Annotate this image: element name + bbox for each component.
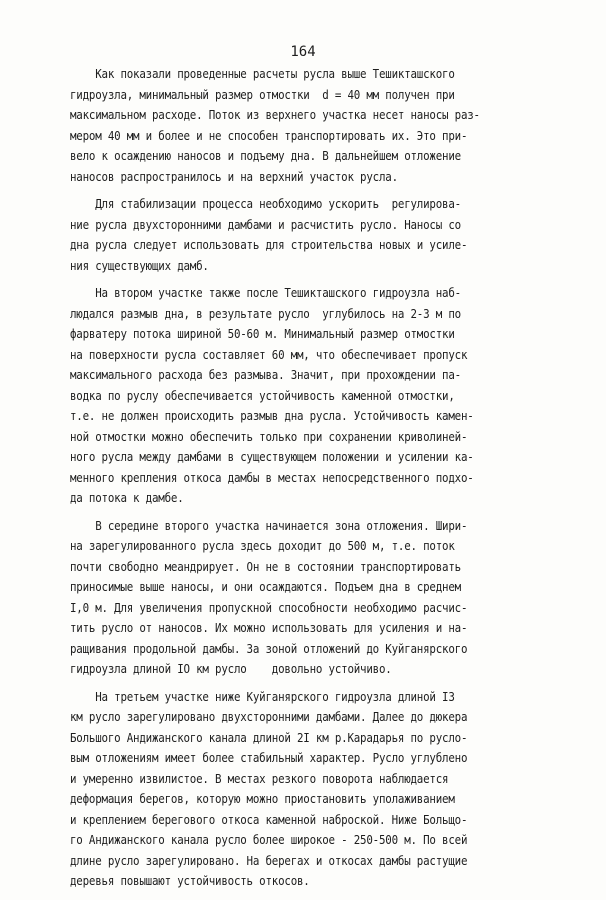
text-line: ращивания продольной дамбы. За зоной отложений до Куйганярского — [70, 640, 468, 656]
text-line: максимального расхода без размыва. Значит, при прохождении па- — [70, 367, 461, 382]
text-line: ние русла двухсторонними дамбами и расчистить русло. Наносы со — [70, 216, 461, 232]
text-line: почти свободно меандрирует. Он не в состоянии транспортировать — [70, 558, 461, 574]
text-line: Для стабилизации процесса необходимо ускорить регулирова- — [70, 196, 461, 211]
text-line: мером 40 мм и более и не способен транспортировать их. Это при- — [70, 127, 468, 143]
text-line: наносов распространилось и на верхний участок русла. — [70, 168, 398, 184]
text-line: го Андижанского канала русло более широкое - 250-500 м. По всей — [70, 832, 468, 847]
text-line: приносимые выше наносы, и они осаждаются. Подъем дна в среднем — [70, 579, 461, 594]
text-line: да потока к дамбе. — [70, 490, 184, 505]
text-line: деформация берегов, которую можно приостановить уполаживанием — [70, 791, 455, 806]
text-line: тить русло от наносов. Их можно использовать для усиления и на- — [70, 620, 468, 635]
text-line: вым отложениям имеет более стабильный характер. Русло углублено — [70, 750, 468, 765]
text-line: км русло зарегулировано двухсторонними дамбами. Далее до дюкера — [70, 709, 468, 724]
text-line: гидроузла, минимальный размер отмостки d = 40 мм получен при — [70, 86, 455, 102]
text-line: на поверхности русла составляет 60 мм, что обеспечивает пропуск — [70, 346, 468, 362]
paragraph-2 — [70, 194, 590, 276]
text-line: и умеренно извилистое. В местах резкого поворота наблюдается — [70, 770, 449, 786]
text-line: и креплением берегового откоса каменной наброской. Ниже Больщо- — [70, 811, 468, 827]
text-line: длине русло зарегулировано. На берегах и откосах дамбы растущие — [70, 852, 468, 868]
paragraph-1 — [70, 64, 590, 187]
text-line: максимальном расходе. Поток из верхнего участка несет наносы раз- — [70, 107, 480, 122]
text-line: на зарегулированного русла здесь доходит до 500 м, т.е. поток — [70, 538, 455, 553]
text-line: В середине второго участка начинается зона отложения. Шири- — [70, 517, 468, 533]
text-line: ного русла между дамбами в существующем положении и усилении ка- — [70, 449, 474, 464]
text-line: I,0 м. Для увеличения пропускной способности необходимо расчис- — [70, 599, 468, 615]
text-line: Как показали проведенные расчеты русла выше Тешикташского — [70, 66, 455, 81]
text-line: менного крепления откоса дамбы в местах непосредственного подхо- — [70, 469, 474, 485]
text-line: ной отмостки можно обеспечить только при сохранении криволиней- — [70, 428, 468, 444]
paragraph-5 — [70, 687, 590, 892]
text-line: На третьем участке ниже Куйганярского гидроузла длиной I3 — [70, 688, 455, 704]
text-line: водка по руслу обеспечивается устойчивость каменной отмостки, — [70, 387, 455, 403]
page-number: 164 — [290, 44, 316, 60]
text-line: фарватеру потока шириной 50-60 м. Минимальный размер отмостки — [70, 326, 455, 341]
text-line: вело к осаждению наносов и подъему дна. В дальнейшем отложение — [70, 148, 461, 163]
text-line: деревья повышают устойчивость откосов. — [70, 873, 310, 888]
text-line: Большого Андижанского канала длиной 2I км р.Карадарья по русло- — [70, 729, 468, 745]
paragraph-3 — [70, 283, 590, 509]
text-line: гидроузла длиной IO км русло довольно устойчиво. — [70, 661, 392, 676]
text-line: ния существующих дамб. — [70, 257, 209, 273]
paragraph-4 — [70, 516, 590, 680]
text-line: людался размыв дна, в результате русло углубилось на 2-3 м по — [70, 305, 461, 321]
text-line: На втором участке также после Тешикташского гидроузла наб- — [70, 285, 461, 300]
body-text — [70, 64, 590, 892]
text-line: т.е. не должен происходить размыв дна русла. Устойчивость камен- — [70, 408, 474, 423]
text-line: дна русла следует использовать для строительства новых и усиле- — [70, 237, 468, 252]
